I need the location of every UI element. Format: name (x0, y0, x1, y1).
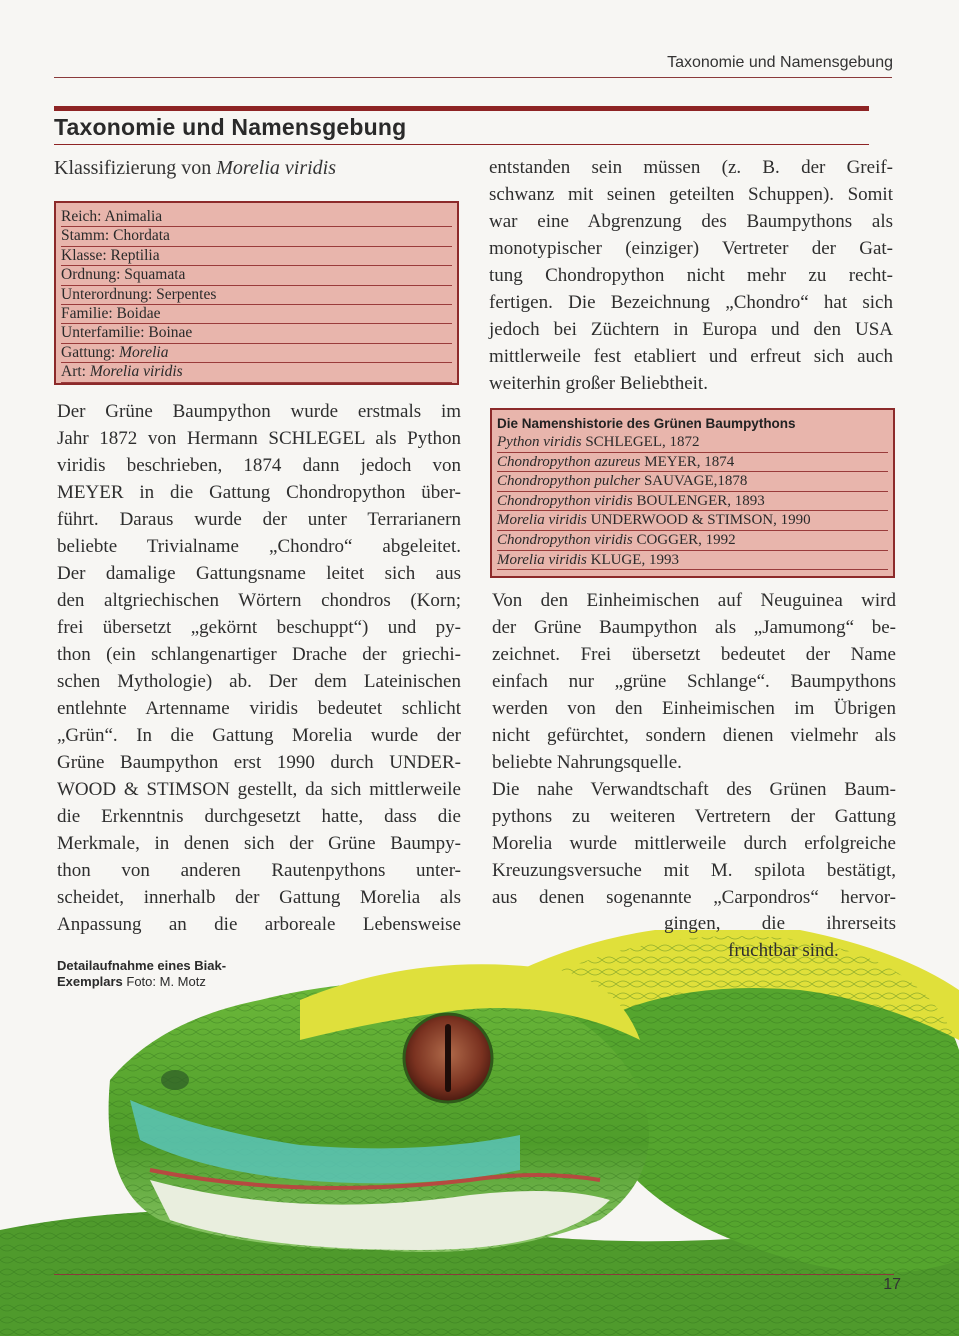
right-column-text-tail-2: fruchtbar sind. (728, 940, 839, 961)
section-title-bar (54, 106, 869, 111)
left-column-line: thon (ein schlangenartiger Drache der griechi- (57, 644, 461, 665)
header-rule (54, 77, 892, 78)
classification-value: Boidae (116, 304, 161, 322)
classification-row (61, 286, 452, 305)
right-top-line: mittlerweile fest etabliert und erfreut sich auch (489, 346, 893, 367)
name-history-author: UNDERWOOD & STIMSON (590, 512, 774, 529)
classification-value: Squamata (124, 266, 186, 284)
classification-caption (54, 157, 336, 180)
right-mid-line: pythons zu weiteren Vertretern der Gattung (492, 806, 896, 827)
photo-caption (57, 958, 297, 990)
photo-caption-title-2: Exemplars (57, 974, 123, 989)
right-top-line: monotypischer (einziger) Vertreter der Gat- (489, 238, 893, 259)
classification-row (61, 247, 452, 266)
left-column-line: entlehnte Artenname viridis bedeutet schlicht (57, 698, 461, 719)
classification-row (61, 227, 452, 246)
classification-label: Ordnung: (61, 266, 121, 284)
right-top-line: jedoch bei Züchtern in Europa und den USA (489, 319, 893, 340)
left-column-line: „Grün“. In die Gattung Morelia wurde der (57, 725, 461, 746)
left-column-line: viridis beschrieben, 1874 dann jedoch von (57, 455, 461, 476)
right-top-line: entstanden sein müssen (z. B. der Greif- (489, 157, 893, 178)
name-history-year: , 1992 (698, 531, 736, 548)
name-history-box (490, 408, 895, 578)
right-column-text-middle (492, 587, 896, 911)
right-mid-line: einfach nur „grüne Schlange“. Baumpythons (492, 671, 896, 692)
running-head: Taxonomie und Namensgebung (667, 54, 893, 71)
name-history-row (497, 492, 888, 512)
classification-label: Stamm: (61, 227, 110, 245)
snake-eye-pupil (445, 1024, 451, 1092)
page-number: 17 (883, 1276, 901, 1293)
right-top-line: schwanz mit seinen geteilten Schuppen). Somit (489, 184, 893, 205)
name-history-name: Morelia viridis (497, 551, 587, 568)
classification-row (61, 363, 452, 382)
section-title-underline (54, 144, 869, 145)
name-history-row (497, 531, 888, 551)
section-title: Taxonomie und Namensgebung (54, 114, 407, 140)
classification-value: Reptilia (110, 246, 160, 264)
name-history-year: ,1878 (713, 473, 748, 490)
classification-value: Serpentes (156, 285, 217, 303)
left-column-line: Anpassung an die arboreale Lebensweise (57, 914, 461, 935)
name-history-name: Chondropython viridis (497, 531, 633, 548)
right-column-text-tail-1: gingen, die ihrerseits (664, 913, 896, 934)
classification-value: Animalia (104, 208, 163, 225)
right-mid-line: beliebte Nahrungsquelle. (492, 752, 682, 773)
left-column-line: den altgriechischen Wörtern chondros (Korn; (57, 590, 461, 611)
name-history-year: , 1990 (773, 512, 811, 529)
name-history-name: Chondropython pulcher (497, 473, 641, 490)
left-column-line: schen Mythologie) ab. Der dem Lateinischen (57, 671, 461, 692)
right-mid-line: Die nahe Verwandtschaft des Grünen Baum- (492, 779, 896, 800)
left-column-line: MEYER in die Gattung Chondropython über- (57, 482, 461, 503)
classification-value: Boinae (148, 324, 193, 342)
right-mid-line: Morelia wurde mittlerweile durch erfolgreiche (492, 833, 896, 854)
right-top-line: war eine Abgrenzung des Baumpythons als (489, 211, 893, 232)
left-column-line: beliebte Trivialname „Chondro“ abgeleitet. (57, 536, 461, 557)
right-mid-line: nicht gefürchtet, sondern dienen vielmehr als (492, 725, 896, 746)
name-history-author: SCHLEGEL (585, 434, 662, 450)
name-history-row (497, 472, 888, 492)
name-history-author: COGGER (636, 531, 699, 548)
left-column-line: Grüne Baumpython erst 1990 durch UNDER- (57, 752, 461, 773)
name-history-author: KLUGE (590, 551, 642, 568)
classification-value: Morelia (119, 343, 169, 361)
right-top-line: weiterhin großer Beliebtheit. (489, 373, 708, 394)
classification-caption-species: Morelia viridis (216, 157, 336, 179)
classification-value: Chordata (113, 227, 170, 245)
name-history-year: , 1872 (662, 434, 700, 450)
classification-label: Klasse: (61, 246, 107, 264)
name-history-year: , 1893 (727, 492, 765, 509)
classification-row (61, 324, 452, 343)
name-history-row (497, 453, 888, 473)
left-column-text (57, 398, 461, 938)
right-mid-line: zeichnet. Frei übersetzt bedeutet der Name (492, 644, 896, 665)
name-history-author: SAUVAGE (643, 473, 714, 490)
name-history-author: MEYER (644, 453, 697, 470)
classification-label: Art: (61, 363, 86, 381)
classification-box (54, 201, 459, 385)
left-column-line: die Erkenntnis durchgesetzt hatte, dass die (57, 806, 461, 827)
right-mid-line: aus denen sogenannte „Carpondros“ hervor- (492, 887, 896, 908)
left-column-line: Merkmale, in denen sich der Grüne Baumpy- (57, 833, 461, 854)
name-history-name: Python viridis (497, 434, 582, 450)
right-top-line: tung Chondropython nicht mehr zu recht- (489, 265, 893, 286)
left-column-line: scheidet, innerhalb der Gattung Morelia als (57, 887, 461, 908)
photo-credit: Foto: M. Motz (126, 974, 206, 989)
left-column-line: thon von anderen Rautenpythons unter- (57, 860, 461, 881)
classification-value: Morelia viridis (89, 363, 183, 381)
classification-label: Unterordnung: (61, 285, 153, 303)
left-column-line: WOOD & STIMSON gestellt, da sich mittlerweile (57, 779, 461, 800)
classification-row (61, 208, 452, 227)
right-mid-line: Von den Einheimischen auf Neuguinea wird (492, 590, 896, 611)
name-history-name: Morelia viridis (497, 512, 587, 529)
classification-label: Reich: (61, 208, 102, 225)
classification-label: Unterfamilie: (61, 324, 145, 342)
right-mid-line: der Grüne Baumpython als „Jamumong“ be- (492, 617, 896, 638)
name-history-year: , 1874 (696, 453, 735, 470)
classification-row (61, 344, 452, 363)
photo-caption-title: Detailaufnahme eines Biak- (57, 958, 227, 973)
snake-nostril (161, 1070, 189, 1090)
left-column-line: frei übersetzt „gekörnt beschuppt“) und py- (57, 617, 461, 638)
right-mid-line: Kreuzungsversuche mit M. spilota bestätigt, (492, 860, 896, 881)
classification-row (61, 266, 452, 285)
name-history-row (497, 551, 888, 571)
right-column-text-top (489, 154, 893, 397)
right-mid-line: werden von den Einheimischen im Übrigen (492, 698, 896, 719)
classification-caption-prefix: Klassifizierung von (54, 157, 212, 179)
classification-label: Familie: (61, 304, 113, 322)
name-history-name: Chondropython viridis (497, 492, 633, 509)
left-column-line: Der damalige Gattungsname leitet sich aus (57, 563, 461, 584)
right-top-line: fertigen. Die Bezeichnung „Chondro“ hat sich (489, 292, 893, 313)
left-column-line: führt. Daraus wurde der unter Terrarianern (57, 509, 461, 530)
classification-label: Gattung: (61, 343, 116, 361)
name-history-row (497, 511, 888, 531)
left-column-line: Jahr 1872 von Hermann SCHLEGEL als Python (57, 428, 461, 449)
name-history-name: Chondropython azureus (497, 453, 641, 470)
classification-row (61, 305, 452, 324)
name-history-year: , 1993 (641, 551, 679, 568)
name-history-author: BOULENGER (636, 492, 728, 509)
name-history-title: Die Namenshistorie des Grünen Baumpythons (497, 416, 796, 431)
footer-rule (54, 1274, 894, 1275)
name-history-row (497, 433, 888, 453)
left-column-line: Der Grüne Baumpython wurde erstmals im (57, 401, 461, 422)
snake-photo (0, 930, 959, 1336)
